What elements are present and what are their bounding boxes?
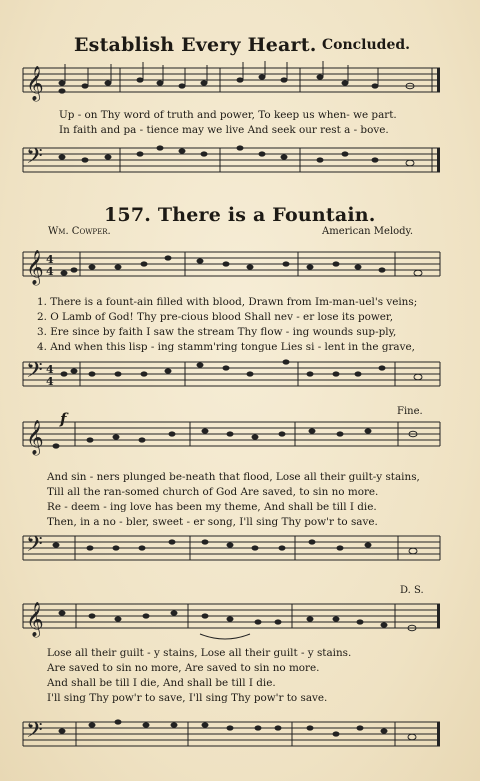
fine-marking: Fine. <box>397 406 423 417</box>
system3-verse-2: Are saved to sin no more, Are saved to sin no more. <box>47 662 320 674</box>
top-treble-staff <box>0 60 480 110</box>
system2-treble-staff <box>0 416 480 464</box>
hymn-title: 157. There is a Fountain. <box>104 204 376 226</box>
svg-text:4: 4 <box>46 363 54 376</box>
top-lyric-line-1: Up - on Thy word of truth and power, To keep us when- we part. <box>59 109 397 121</box>
system3-verse-4: I'll sing Thy pow'r to save, I'll sing Thy pow'r to save. <box>47 692 328 704</box>
system2-verse-2: Till all the ran-somed church of God Are saved, to sin no more. <box>47 486 379 498</box>
svg-text:4: 4 <box>46 375 54 388</box>
system1-bass-staff <box>0 354 480 400</box>
top-lyric-line-2: In faith and pa - tience may we live And seek our rest a - bove. <box>59 124 389 136</box>
system1-verse-1: 1. There is a fount-ain filled with blood, Drawn from Im-man-uel's veins; <box>37 296 418 308</box>
system2-verse-3: Re - deem - ing love has been my theme, And shall be till I die. <box>47 501 377 513</box>
dynamic-marking: f <box>60 410 67 428</box>
ds-marking: D. S. <box>400 585 424 596</box>
svg-text:𝄞: 𝄞 <box>26 420 44 455</box>
page-title: Establish Every Heart. <box>74 34 317 56</box>
svg-text:𝄞: 𝄞 <box>26 250 44 285</box>
system3-treble-staff <box>0 594 480 644</box>
system3-bass-staff <box>0 706 480 766</box>
svg-text:4: 4 <box>46 265 54 278</box>
svg-text:4: 4 <box>46 253 54 266</box>
hymn-tune: American Melody. <box>322 226 414 237</box>
system1-treble-staff <box>0 238 480 288</box>
system1-verse-2: 2. O Lamb of God! Thy pre-cious blood Shall nev - er lose its power, <box>37 311 394 323</box>
svg-text:𝄢: 𝄢 <box>26 144 43 174</box>
svg-text:𝄢: 𝄢 <box>26 718 43 748</box>
system3-verse-1: Lose all their guilt - y stains, Lose all their guilt - y stains. <box>47 647 352 659</box>
system1-verse-3: 3. Ere since by faith I saw the stream Thy flow - ing wounds sup-ply, <box>37 326 397 338</box>
svg-text:𝄞: 𝄞 <box>26 602 44 637</box>
svg-text:𝄢: 𝄢 <box>26 532 43 562</box>
top-bass-staff <box>0 140 480 190</box>
svg-text:𝄢: 𝄢 <box>26 358 43 388</box>
system2-verse-1: And sin - ners plunged be-neath that flood, Lose all their guilt-y stains, <box>47 471 420 483</box>
system1-verse-4: 4. And when this lisp - ing stamm'ring tongue Lies si - lent in the grave, <box>37 341 415 353</box>
system2-bass-staff <box>0 528 480 574</box>
system3-verse-3: And shall be till I die, And shall be till I die. <box>47 677 276 689</box>
svg-text:𝄞: 𝄞 <box>26 66 44 101</box>
page-subtitle: Concluded. <box>322 37 411 53</box>
hymn-author: Wm. Cowper. <box>48 226 111 237</box>
system2-verse-4: Then, in a no - bler, sweet - er song, I'll sing Thy pow'r to save. <box>47 516 378 528</box>
